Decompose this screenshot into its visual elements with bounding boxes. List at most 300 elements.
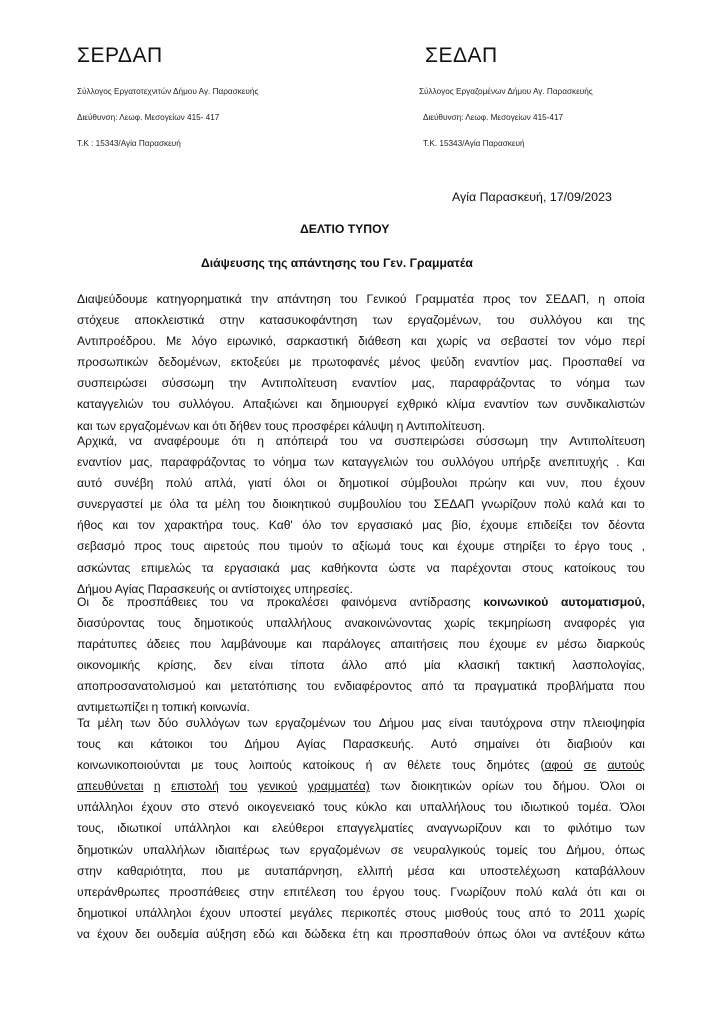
word: του xyxy=(339,292,358,306)
text-line xyxy=(77,776,645,797)
word: έχουν xyxy=(614,476,645,491)
word: τον xyxy=(137,518,155,533)
word: πρωτοφανές xyxy=(311,355,380,370)
org-right-postal: Τ.Κ. 15343/Αγία Παρασκευή xyxy=(423,139,525,148)
word: Προσπαθεί xyxy=(562,355,622,370)
word: που xyxy=(457,637,480,652)
word: του xyxy=(210,595,228,609)
text-line xyxy=(77,394,645,415)
word: καλά xyxy=(551,884,578,899)
word: μέλη xyxy=(97,716,123,730)
text-line xyxy=(77,613,645,634)
word: Αντιπολίτευση xyxy=(261,376,338,391)
word: χωρίς xyxy=(614,905,645,920)
word: εχθρικό xyxy=(396,397,438,412)
word: Με xyxy=(166,334,182,349)
word: τους. xyxy=(413,884,441,899)
word: επιτέλεση xyxy=(283,884,336,899)
word: τους xyxy=(323,800,348,815)
word: εναντίον xyxy=(77,455,122,470)
word: σε xyxy=(390,842,404,857)
word: με xyxy=(237,863,250,878)
word: περικοπές xyxy=(341,905,397,920)
word: φιλότιμο xyxy=(567,821,612,836)
word: τεκμηρίωση xyxy=(487,616,551,631)
word: η xyxy=(153,779,161,794)
word: εν xyxy=(536,637,548,652)
word: έργο xyxy=(574,539,600,554)
word: γραμματέα) xyxy=(307,779,370,794)
word: εναντίον xyxy=(483,397,529,412)
org-left-postal: Τ.Κ : 15343/Αγία Παρασκευή xyxy=(77,139,181,148)
word: εκτοξεύει xyxy=(230,355,280,370)
date-line: Αγία Παρασκευή, 17/09/2023 xyxy=(452,190,612,204)
word: έχουν xyxy=(141,800,173,815)
word: κατασυκοφάντηση xyxy=(259,313,358,328)
word: γενικού xyxy=(257,779,298,794)
word: πραγματικά xyxy=(474,679,537,694)
word: στην xyxy=(550,716,576,730)
word: το xyxy=(554,539,566,554)
word: Καθ' xyxy=(268,518,293,533)
word: εναντίον xyxy=(351,376,397,391)
word: μας xyxy=(422,518,442,533)
word: Όλοι xyxy=(620,800,645,815)
word: του xyxy=(538,842,557,857)
word: υπαλλήλων xyxy=(143,842,206,857)
word: να xyxy=(543,926,557,941)
word: επαγγελματίες xyxy=(336,821,414,836)
word: και xyxy=(610,884,627,899)
word: αυτοματισμού, xyxy=(560,595,645,609)
word: ότι xyxy=(535,737,551,752)
word: Και xyxy=(627,455,645,470)
word: και xyxy=(514,821,531,836)
word: δει xyxy=(135,926,150,941)
word: τον xyxy=(519,292,537,306)
word: την xyxy=(228,376,247,391)
text-line xyxy=(77,592,645,613)
word: διάθεση xyxy=(358,334,401,349)
word: καταβάλλουν xyxy=(575,863,645,878)
word: τους xyxy=(77,737,101,752)
word: στενό xyxy=(208,800,239,815)
word: υπάλληλοι xyxy=(77,800,133,815)
word: δημοτικούς xyxy=(193,616,254,631)
word: τιμούν xyxy=(288,539,323,554)
word: κρίσης, xyxy=(157,658,197,673)
word: δύο xyxy=(158,716,179,730)
word: των xyxy=(372,313,393,328)
word: και xyxy=(117,737,134,752)
word: δήμου. xyxy=(552,779,590,794)
text-line xyxy=(77,536,645,557)
word: είναι xyxy=(448,716,473,730)
word: των xyxy=(130,716,151,730)
word: του xyxy=(524,779,543,794)
word: Απαξιώνει xyxy=(242,397,298,412)
word: ανεπιτυχής xyxy=(548,455,609,470)
word: επιστολή xyxy=(171,779,219,794)
word: τους xyxy=(170,539,195,554)
word: γνωρίζουν xyxy=(481,497,537,512)
word: συλλόγου xyxy=(441,455,494,470)
word: του xyxy=(415,455,434,470)
word: υπήρξε xyxy=(501,455,541,470)
word: να xyxy=(129,434,143,448)
word: ήθος xyxy=(77,518,104,533)
word: εργασιακά xyxy=(224,560,280,575)
word: σεβασμό xyxy=(77,539,125,554)
word: απόπειρά xyxy=(275,434,328,448)
word: σεβαστεί xyxy=(500,334,548,349)
word: των xyxy=(247,716,268,730)
word: κοινωνικού xyxy=(483,595,549,609)
word: Όλοι xyxy=(600,779,625,794)
word: και xyxy=(410,334,427,349)
word: κατηγορηματικά xyxy=(156,292,242,306)
word: δημοτικών xyxy=(77,842,133,857)
word: αιρετούς xyxy=(203,539,250,554)
word: Τα xyxy=(77,716,91,730)
word: εδώ xyxy=(253,926,275,941)
word: έχουμε xyxy=(480,518,518,533)
word: περί xyxy=(621,334,645,349)
word: στόχευε xyxy=(77,313,120,328)
word: διοικητικών xyxy=(410,779,472,794)
word: του xyxy=(209,737,228,752)
word: θέλετε xyxy=(407,758,441,773)
word: στο xyxy=(180,800,200,815)
word: οι xyxy=(317,476,327,491)
word: Αντιπολίτευση xyxy=(569,434,645,448)
word: μεγάλες xyxy=(289,905,333,920)
word: αντέξουν xyxy=(563,926,611,941)
word: ανακοινώνοντας xyxy=(344,616,432,631)
word: προσπάθειες xyxy=(126,595,198,609)
word: Αντιπροέδρου. xyxy=(77,334,157,349)
word: του xyxy=(626,560,645,575)
word: ασκώντας xyxy=(77,560,131,575)
word: υποστεί xyxy=(239,905,282,920)
word: αν xyxy=(383,758,397,773)
word: τους xyxy=(608,539,633,554)
word: μισθούς xyxy=(444,905,488,920)
word: του xyxy=(496,313,515,328)
word: Δήμου, xyxy=(566,842,605,857)
word: που xyxy=(580,476,603,491)
word: και xyxy=(610,497,627,512)
word: στους xyxy=(404,905,437,920)
word: όλοι xyxy=(514,926,536,941)
word: και xyxy=(296,637,312,652)
word: των xyxy=(624,376,645,391)
word: σύσσωμη xyxy=(475,434,529,448)
word: άδειες xyxy=(146,637,180,652)
word: κατοίκους xyxy=(564,560,617,575)
word: χωρίς xyxy=(444,616,476,631)
text-line xyxy=(77,452,645,473)
word: καθήκοντα xyxy=(321,560,378,575)
word: βίο, xyxy=(451,518,472,533)
word: δεν xyxy=(213,658,232,673)
word: όλοι xyxy=(283,476,306,491)
word: διοικητικού xyxy=(272,497,331,512)
word: του xyxy=(247,497,266,512)
word: για xyxy=(629,616,645,631)
word: μας, xyxy=(411,376,435,391)
document-title: ΔΕΛΤΙΟ ΤΥΠΟΥ xyxy=(300,222,390,236)
word: να xyxy=(240,595,254,609)
word: με xyxy=(149,497,163,512)
word: και xyxy=(596,313,613,328)
word: άλλο xyxy=(341,658,368,673)
word: του xyxy=(339,434,358,448)
word: την xyxy=(250,292,269,306)
word: προσπαθούν xyxy=(399,926,471,941)
word: στην xyxy=(219,313,245,328)
word: και xyxy=(432,539,449,554)
word: (αφού xyxy=(540,758,573,773)
word: τίποτα xyxy=(290,658,325,673)
word: υποστελέχωση xyxy=(479,863,561,878)
word: συλλόγου. xyxy=(178,397,235,412)
word: του xyxy=(353,716,372,730)
word: συλλόγων xyxy=(185,716,240,730)
word: προσωπικών xyxy=(77,355,149,370)
word: συνέβη xyxy=(114,476,154,491)
word: διαβιούν xyxy=(566,737,613,752)
word: του xyxy=(229,779,248,794)
word: τους xyxy=(157,616,182,631)
word: νυν, xyxy=(546,476,569,491)
word: κύκλο xyxy=(355,800,388,815)
word: καλά xyxy=(577,497,604,512)
word: διασύροντας xyxy=(77,616,145,631)
word: διαρκούς xyxy=(596,637,645,652)
word: Παρασκευής. xyxy=(342,737,414,752)
word: σαρκαστική xyxy=(286,334,349,349)
word: της xyxy=(627,313,645,328)
word: υπεράνθρωπες xyxy=(77,884,160,899)
org-right-full-name: Σύλλογος Εργαζομένων Δήμου Αγ. Παρασκευής xyxy=(419,87,593,96)
text-line xyxy=(77,840,645,861)
word: Αρχικά, xyxy=(77,434,118,448)
word: δώδεκα xyxy=(304,926,346,941)
word: κατοίκους xyxy=(302,758,355,773)
word: μας, xyxy=(129,455,153,470)
word: στην xyxy=(77,863,103,878)
word: που xyxy=(201,863,223,878)
word: καταγγελιών xyxy=(77,397,144,412)
word: Οι xyxy=(77,595,90,609)
word: παράτυπες xyxy=(77,637,137,652)
word: προβλήματα xyxy=(546,679,614,694)
word: κάτοικοι xyxy=(150,737,193,752)
word: ιδιαιτέρως xyxy=(215,842,270,857)
text-line xyxy=(77,924,645,945)
text-line xyxy=(77,431,645,452)
word: οποία xyxy=(613,292,645,306)
word: χαρακτήρα xyxy=(164,518,223,533)
text-line xyxy=(77,797,645,818)
org-left-address: Διεύθυνση: Λεωφ. Μεσογείων 415- 417 xyxy=(77,113,220,122)
word: οικογενειακό xyxy=(247,800,315,815)
word: υπαλλήλους xyxy=(419,800,486,815)
word: τα xyxy=(201,560,214,575)
word: τους. xyxy=(232,518,260,533)
word: Διαψεύδουμε xyxy=(77,292,148,306)
word: τους, xyxy=(77,821,105,836)
word: με xyxy=(289,355,302,370)
word: κλασική xyxy=(457,658,500,673)
word: τους xyxy=(496,905,521,920)
text-line: αντιμετωπίζει η τοπική κοινωνία. xyxy=(77,700,250,715)
word: τα xyxy=(453,679,465,694)
word: σύσσωμη xyxy=(161,376,214,391)
word: συσπειρώσει xyxy=(394,434,465,448)
word: τον xyxy=(557,334,576,349)
word: τα xyxy=(196,497,208,512)
word: Αγίας xyxy=(296,737,326,752)
word: καταγγελιών xyxy=(341,455,409,470)
text-line xyxy=(77,861,645,882)
word: αύξηση xyxy=(206,926,247,941)
word: εναντίον xyxy=(474,355,520,370)
word: μέλη xyxy=(214,497,241,512)
word: κάτω xyxy=(617,926,645,941)
word: υπάλληλοι xyxy=(135,905,192,920)
word: συνδικαλιστών xyxy=(566,397,645,412)
word: συλλόγου xyxy=(529,313,582,328)
word: εργαζομένων xyxy=(275,716,346,730)
text-line xyxy=(77,713,645,734)
word: δεδομένων, xyxy=(158,355,221,370)
word: των xyxy=(624,821,645,836)
text-line xyxy=(77,755,645,776)
word: σημαίνει xyxy=(474,737,520,752)
word: και xyxy=(629,737,645,752)
word: έχουν xyxy=(97,926,128,941)
text-line xyxy=(77,473,645,494)
word: νόμο xyxy=(585,334,612,349)
word: μετατόπισης xyxy=(230,679,297,694)
word: εργαζομένων xyxy=(309,842,381,857)
word: νόημα xyxy=(576,376,610,391)
word: την xyxy=(539,434,558,448)
word: τομέα. xyxy=(577,800,612,815)
word: όλο xyxy=(302,518,322,533)
word: να xyxy=(426,560,440,575)
word: και xyxy=(518,476,535,491)
word: αναφέρουμε xyxy=(153,434,220,448)
word: και xyxy=(376,926,393,941)
word: ΣΕΔΑΠ, xyxy=(545,292,590,306)
word: ουδεμία xyxy=(156,926,200,941)
word: αξίωμά xyxy=(352,539,391,554)
word: τους xyxy=(451,758,476,773)
word: αντίδρασης xyxy=(409,595,471,609)
word: καθαριότητα, xyxy=(116,863,187,878)
text-line xyxy=(77,818,645,839)
word: λασπολογίας, xyxy=(572,658,645,673)
text-line xyxy=(77,289,645,310)
word: μας xyxy=(421,716,442,730)
word: το xyxy=(633,497,645,512)
word: το xyxy=(543,821,555,836)
word: απλά, xyxy=(204,476,237,491)
word: με xyxy=(191,758,204,773)
text-line xyxy=(77,494,645,515)
word: απευθύνεται xyxy=(77,779,144,794)
org-right-name: ΣΕΔΑΠ xyxy=(425,44,498,67)
word: εργαζομένων, xyxy=(407,313,482,328)
word: ότι xyxy=(231,434,246,448)
word: Γνωρίζουν xyxy=(450,884,506,899)
word: λόγο xyxy=(191,334,217,349)
word: γιατί xyxy=(248,476,272,491)
word: συνεργαστεί xyxy=(77,497,143,512)
word: Δήμου xyxy=(378,716,414,730)
word: λοιπούς xyxy=(249,758,292,773)
word: πρώην xyxy=(469,476,507,491)
word: ψεύδη xyxy=(430,355,465,370)
word: ταυτόχρονα xyxy=(480,716,543,730)
text-line xyxy=(77,558,645,579)
word: εργασιακό xyxy=(357,518,413,533)
word: Αυτό xyxy=(430,737,458,752)
word: στηρίξει xyxy=(503,539,546,554)
word: αναγνωρίζουν xyxy=(426,821,502,836)
word: φαινόμενα xyxy=(341,595,397,609)
text-line xyxy=(77,310,645,331)
word: μας xyxy=(290,560,311,575)
word: ΣΕΔΑΠ xyxy=(433,497,475,512)
word: η xyxy=(598,292,605,306)
word: ή xyxy=(365,758,373,773)
text-line xyxy=(77,676,645,697)
word: και xyxy=(306,397,323,412)
text-line: Δήμου Αγίας Παρασκευής οι αντίστοιχες υπηρεσίες. xyxy=(77,581,353,596)
paragraph-1 xyxy=(77,289,645,437)
word: οι xyxy=(635,884,645,899)
word: από xyxy=(384,658,407,673)
word: πολύ xyxy=(543,497,571,512)
word: παραφράζοντας xyxy=(160,455,246,470)
text-line xyxy=(77,882,645,903)
word: προκαλέσει xyxy=(266,595,329,609)
word: 2011 xyxy=(579,905,606,920)
word: όπως xyxy=(477,926,508,941)
word: δημότες xyxy=(486,758,530,773)
word: μέσω xyxy=(557,637,587,652)
text-line xyxy=(77,655,645,676)
word: τους xyxy=(214,758,239,773)
text-line xyxy=(77,373,645,394)
paragraph-4 xyxy=(77,713,645,945)
word: πολύ xyxy=(515,884,543,899)
word: έχουμε xyxy=(489,637,527,652)
word: συσπειρώσει xyxy=(77,376,147,391)
word: υπάλληλοι xyxy=(174,821,231,836)
word: νευραλγικούς xyxy=(413,842,486,857)
text-line xyxy=(77,734,645,755)
word: η xyxy=(257,434,265,448)
text-line xyxy=(77,634,645,655)
word: δέοντα xyxy=(608,518,645,533)
word: το xyxy=(559,905,571,920)
word: απαιτήσεις xyxy=(390,637,449,652)
